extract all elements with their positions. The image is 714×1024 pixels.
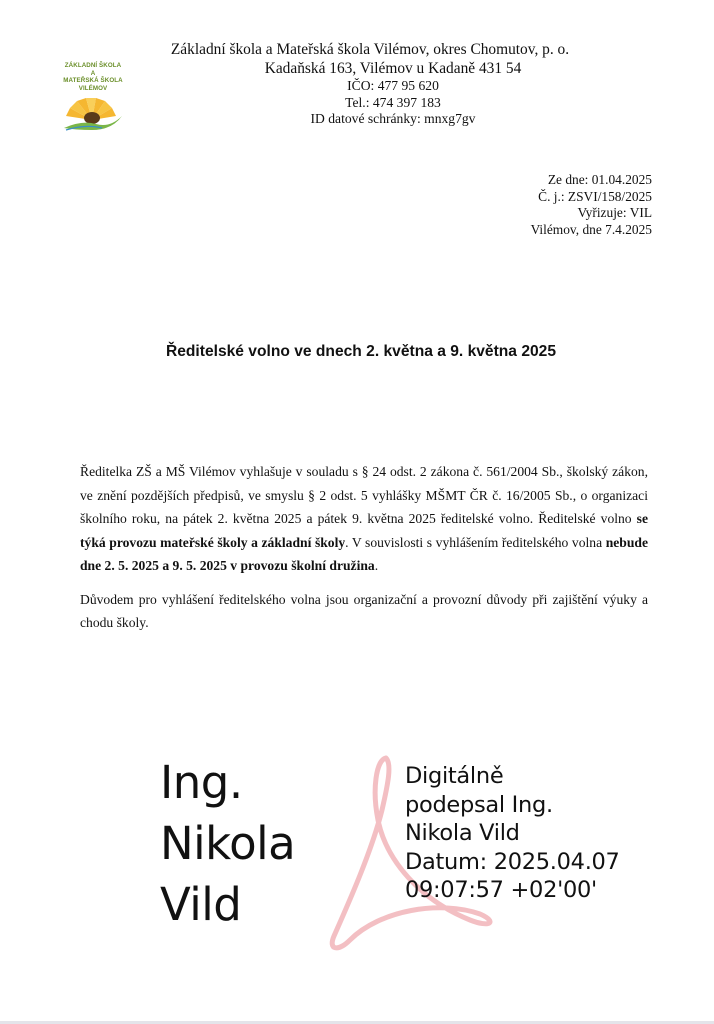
document-title: Ředitelské volno ve dnech 2. května a 9. května 2025 xyxy=(165,343,557,360)
school-address: Kadaňská 163, Vilémov u Kadaně 431 54 xyxy=(264,60,522,77)
school-logo xyxy=(60,62,126,138)
school-ico: IČO: 477 95 620 xyxy=(347,78,439,93)
signature-info-line: Nikola Vild xyxy=(405,820,520,847)
signature-time: 09:07:57 +02'00' xyxy=(405,877,597,904)
from-date: Ze dne: 01.04.2025 xyxy=(547,172,652,187)
signer-name xyxy=(160,752,295,935)
school-phone: Tel.: 474 397 183 xyxy=(345,94,441,110)
paragraph-reason: Důvodem pro vyhlášení ředitelského volna jsou organizační a provozní důvody při zajištění výuky a chodu školy. xyxy=(80,591,648,630)
bold-span: se týká provozu mateřské školy a základní školy xyxy=(80,511,648,550)
place-date: Vilémov, dne 7.4.2025 xyxy=(530,221,652,237)
handled-by: Vyřizuje: VIL xyxy=(577,205,652,220)
signer-name-line: Vild xyxy=(160,878,242,931)
bold-span: nebude dne 2. 5. 2025 a 9. 5. 2025 v provozu školní družina xyxy=(80,534,648,573)
signer-name-line: Ing. xyxy=(160,756,243,809)
logo-line: A xyxy=(90,69,96,77)
school-name: Základní škola a Mateřská škola Vilémov, okres Chomutov, p. o. xyxy=(170,41,570,58)
logo-line: MATEŘSKÁ ŠKOLA xyxy=(63,77,123,84)
text-span: Ředitelka ZŠ a MŠ Vilémov vyhlašuje v souladu s § 24 odst. 2 zákona č. 561/2004 Sb., školský zákon, ve znění pozdějších předpisů, ve smyslu § 2 odst. 5 vyhlášky MŠMT ČR č. 16/2005 Sb., o organizaci školního roku, na pátek 2. května 2025 a pátek 9. května 2025 ředitelské volno. Ředitelské volno xyxy=(80,464,648,526)
document-body xyxy=(80,460,648,645)
reference-block xyxy=(531,172,652,238)
text-span: . V souvislosti s vyhlášením ředitelského volna xyxy=(345,534,606,550)
paragraph-announcement xyxy=(80,460,648,578)
text-span: . xyxy=(374,558,379,573)
logo-line: ZÁKLADNÍ ŠKOLA xyxy=(64,62,122,69)
signer-name-line: Nikola xyxy=(160,817,296,870)
signature-info-line: podepsal Ing. xyxy=(405,791,553,818)
logo-text xyxy=(60,62,126,92)
signature-date: Datum: 2025.04.07 xyxy=(405,848,620,875)
letterhead xyxy=(130,40,610,128)
signature-info-line: Digitálně xyxy=(405,763,504,789)
reference-number: Č. j.: ZSVI/158/2025 xyxy=(538,188,652,204)
logo-line: VILÉMOV xyxy=(78,84,108,92)
data-box-id: ID datové schránky: mnxg7gv xyxy=(310,111,476,126)
digital-signature-info xyxy=(405,762,620,905)
sunflower-icon xyxy=(62,94,124,134)
